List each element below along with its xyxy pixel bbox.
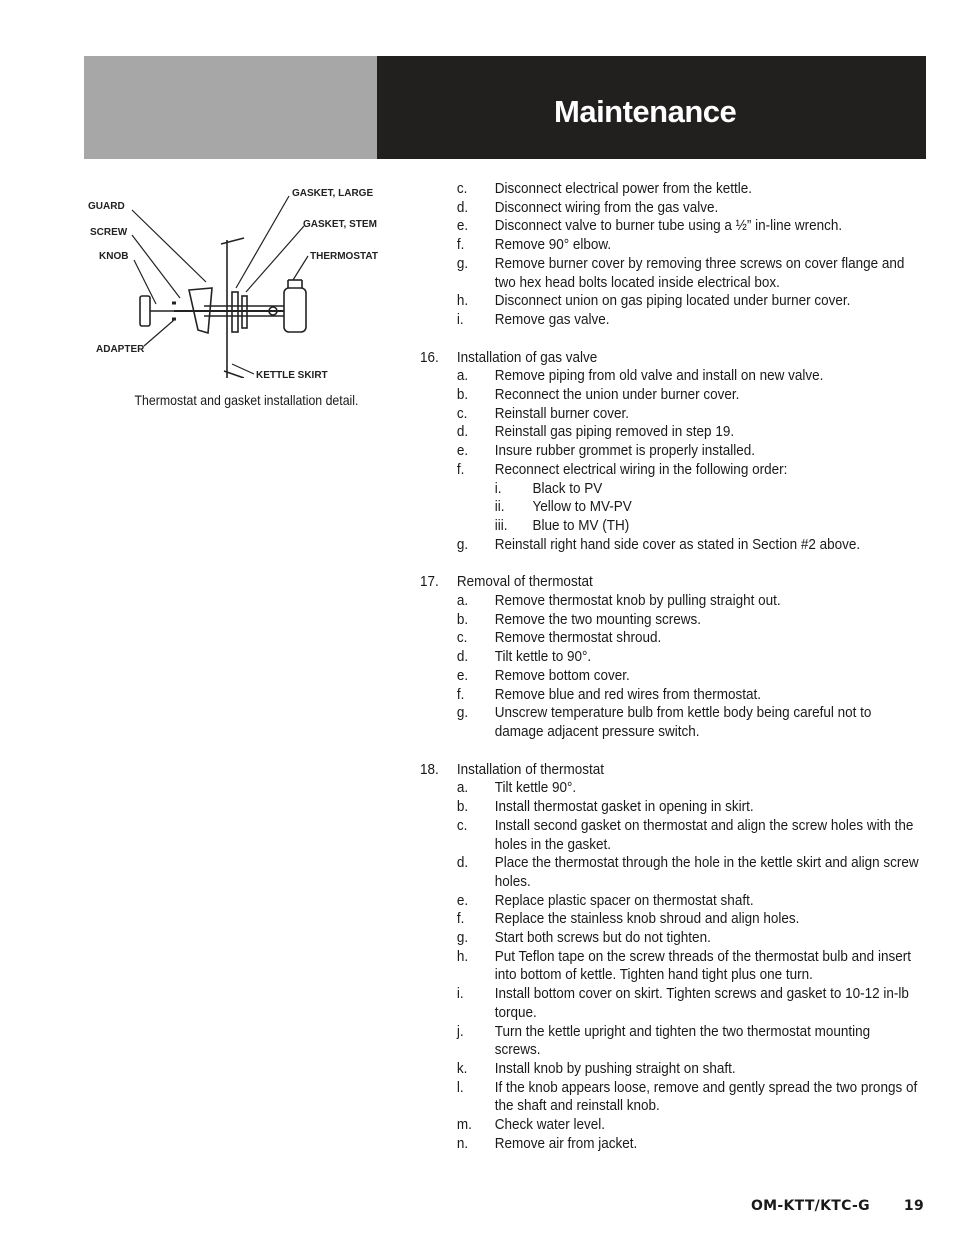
item-text: If the knob appears loose, remove and gently spread the two prongs of the shaft and reinstall knob.: [494, 1078, 918, 1115]
label-gasket-large: GASKET, LARGE: [292, 188, 374, 199]
section-number: 16.: [420, 348, 439, 366]
item-marker: g.: [456, 535, 469, 553]
item-text: Remove thermostat knob by pulling straight out.: [494, 592, 781, 610]
item-text: Reconnect the union under burner cover.: [494, 386, 740, 404]
item-marker: a.: [456, 367, 469, 385]
item-marker: f.: [456, 910, 465, 928]
item-text: Remove 90° elbow.: [494, 236, 612, 254]
list-item: [420, 1079, 920, 1116]
item-text: Tilt kettle 90°.: [494, 779, 577, 797]
section-heading: [420, 761, 920, 780]
section-title: Removal of thermostat: [456, 573, 593, 591]
section-heading: [420, 573, 920, 592]
list-item: [420, 1116, 920, 1135]
item-text: Remove gas valve.: [494, 310, 610, 328]
item-marker: i.: [456, 985, 464, 1003]
item-text: Blue to MV (TH): [532, 516, 630, 534]
header-gray-block: [84, 56, 377, 159]
item-text: Disconnect union on gas piping located under burner cover.: [494, 292, 851, 310]
list-item: [420, 648, 920, 667]
item-marker: g.: [456, 929, 469, 947]
item-text: Remove air from jacket.: [494, 1134, 638, 1152]
item-text: Remove blue and red wires from thermostat.: [494, 685, 762, 703]
list-item: [420, 311, 920, 330]
list-item: [420, 948, 920, 985]
item-text: Unscrew temperature bulb from kettle body being careful not to damage adjacent pressure switch.: [494, 704, 872, 740]
list-item: [420, 442, 920, 461]
section-heading: [420, 349, 920, 368]
list-item: [420, 199, 920, 218]
item-marker: e.: [456, 891, 469, 909]
item-marker: b.: [456, 798, 469, 816]
page-footer: [751, 1198, 924, 1214]
section-number: 18.: [420, 760, 439, 778]
item-text: Remove thermostat shroud.: [494, 629, 662, 647]
list-item: [420, 236, 920, 255]
list-item: [420, 611, 920, 630]
item-marker: e.: [456, 442, 469, 460]
item-text: Reinstall burner cover.: [494, 404, 630, 422]
list-item: [420, 910, 920, 929]
item-text: Install thermostat gasket in opening in skirt.: [494, 798, 754, 816]
label-adapter: ADAPTER: [96, 344, 145, 355]
item-marker: l.: [456, 1078, 464, 1096]
label-thermostat: THERMOSTAT: [310, 251, 378, 262]
item-text: Reinstall gas piping removed in step 19.: [494, 423, 735, 441]
item-marker: a.: [456, 592, 469, 610]
item-marker: m.: [456, 1116, 472, 1134]
item-text: Disconnect valve to burner tube using a ½” in-line wrench.: [494, 217, 843, 235]
list-item: [420, 1023, 920, 1060]
list-item: [420, 536, 920, 555]
item-marker: f.: [456, 236, 465, 254]
item-text: Disconnect electrical power from the kettle.: [494, 180, 753, 197]
item-marker: b.: [456, 610, 469, 628]
item-marker: j.: [456, 1022, 464, 1040]
item-marker: iii.: [494, 516, 508, 534]
label-screw: SCREW: [90, 227, 128, 238]
item-marker: f.: [456, 685, 465, 703]
list-item: [420, 1060, 920, 1079]
list-item: [420, 798, 920, 817]
item-text: Tilt kettle to 90°.: [494, 648, 592, 666]
thermostat-diagram-svg: [84, 178, 394, 378]
list-item: [420, 292, 920, 311]
item-marker: i.: [456, 310, 464, 328]
item-text: Reinstall right hand side cover as stated in Section #2 above.: [494, 535, 861, 553]
label-kettle-skirt: KETTLE SKIRT: [256, 370, 328, 378]
item-marker: h.: [456, 947, 469, 965]
item-text: Reconnect electrical wiring in the following order:: [494, 460, 788, 478]
item-marker: h.: [456, 292, 469, 310]
section-18: [420, 761, 920, 1154]
step-15-tail: [420, 180, 920, 330]
item-marker: g.: [456, 704, 469, 722]
item-text: Remove piping from old valve and install on new valve.: [494, 367, 824, 385]
section-title: Installation of gas valve: [456, 348, 598, 366]
document-code: OM-KTT/KTC-G: [750, 1198, 870, 1214]
item-marker: e.: [456, 666, 469, 684]
list-item: [420, 667, 920, 686]
item-marker: d.: [456, 854, 469, 872]
item-marker: d.: [456, 198, 469, 216]
item-marker: c.: [456, 404, 468, 422]
sub-list-item: [420, 480, 920, 499]
list-item: [420, 1135, 920, 1154]
section-17: [420, 573, 920, 741]
list-item: [420, 592, 920, 611]
item-marker: d.: [456, 423, 469, 441]
label-guard: GUARD: [88, 201, 125, 212]
item-marker: n.: [456, 1134, 469, 1152]
item-text: Place the thermostat through the hole in the kettle skirt and align screw holes.: [494, 854, 919, 890]
section-16: [420, 349, 920, 555]
header-black-block: [377, 56, 926, 159]
item-text: Start both screws but do not tighten.: [494, 929, 711, 947]
item-marker: c.: [456, 629, 468, 647]
list-item: [420, 461, 920, 480]
item-marker: g.: [456, 254, 469, 272]
item-text: Install second gasket on thermostat and align the screw holes with the holes in the gasket.: [494, 816, 914, 853]
item-marker: e.: [456, 217, 469, 235]
list-item: [420, 255, 920, 292]
item-text: Black to PV: [532, 479, 603, 497]
list-item: [420, 929, 920, 948]
page-title: Maintenance: [554, 94, 737, 129]
page-number: 19: [903, 1198, 924, 1214]
instructions: [420, 180, 930, 1153]
list-item: [420, 386, 920, 405]
item-text: Disconnect wiring from the gas valve.: [494, 198, 719, 216]
item-text: Turn the kettle upright and tighten the two thermostat mounting screws.: [494, 1022, 871, 1059]
label-knob: KNOB: [99, 251, 129, 262]
item-text: Remove the two mounting screws.: [494, 610, 702, 628]
list-item: [420, 817, 920, 854]
label-gasket-stem: GASKET, STEM: [303, 219, 377, 230]
sub-list-item: [420, 517, 920, 536]
list-item: [420, 629, 920, 648]
section-number: 17.: [420, 573, 439, 591]
section-title: Installation of thermostat: [456, 760, 604, 778]
item-marker: c.: [456, 816, 468, 834]
item-text: Remove burner cover by removing three screws on cover flange and two hex head bolts located inside electrical box.: [494, 254, 905, 291]
item-text: Check water level.: [494, 1116, 606, 1134]
list-item: [420, 423, 920, 442]
thermostat-diagram: [84, 178, 394, 378]
item-text: Insure rubber grommet is properly installed.: [494, 442, 756, 460]
list-item: [420, 367, 920, 386]
item-marker: b.: [456, 386, 469, 404]
item-text: Remove bottom cover.: [494, 666, 630, 684]
list-item: [420, 854, 920, 891]
sub-list-item: [420, 498, 920, 517]
list-item: [420, 704, 920, 741]
list-item: [420, 892, 920, 911]
item-text: Yellow to MV-PV: [532, 498, 632, 516]
list-item: [420, 405, 920, 424]
list-item: [420, 217, 920, 236]
instructions-body: [420, 180, 920, 1153]
list-item: [420, 779, 920, 798]
item-text: Replace plastic spacer on thermostat shaft.: [494, 891, 754, 909]
figure-caption: Thermostat and gasket installation detail.: [134, 392, 359, 408]
item-marker: c.: [456, 180, 468, 197]
item-text: Install bottom cover on skirt. Tighten screws and gasket to 10-12 in-lb torque.: [494, 985, 909, 1021]
list-item: [420, 686, 920, 705]
item-marker: i.: [494, 479, 502, 497]
item-marker: d.: [456, 648, 469, 666]
item-text: Install knob by pushing straight on shaft.: [494, 1059, 736, 1077]
list-item: [420, 180, 920, 199]
item-marker: f.: [456, 460, 465, 478]
item-marker: k.: [456, 1059, 468, 1077]
list-item: [420, 985, 920, 1022]
item-text: Replace the stainless knob shroud and align holes.: [494, 910, 800, 928]
item-marker: ii.: [494, 498, 505, 516]
item-text: Put Teflon tape on the screw threads of the thermostat bulb and insert into bottom of kettle. Tighten hand tight plus one turn.: [494, 947, 911, 984]
item-marker: a.: [456, 779, 469, 797]
